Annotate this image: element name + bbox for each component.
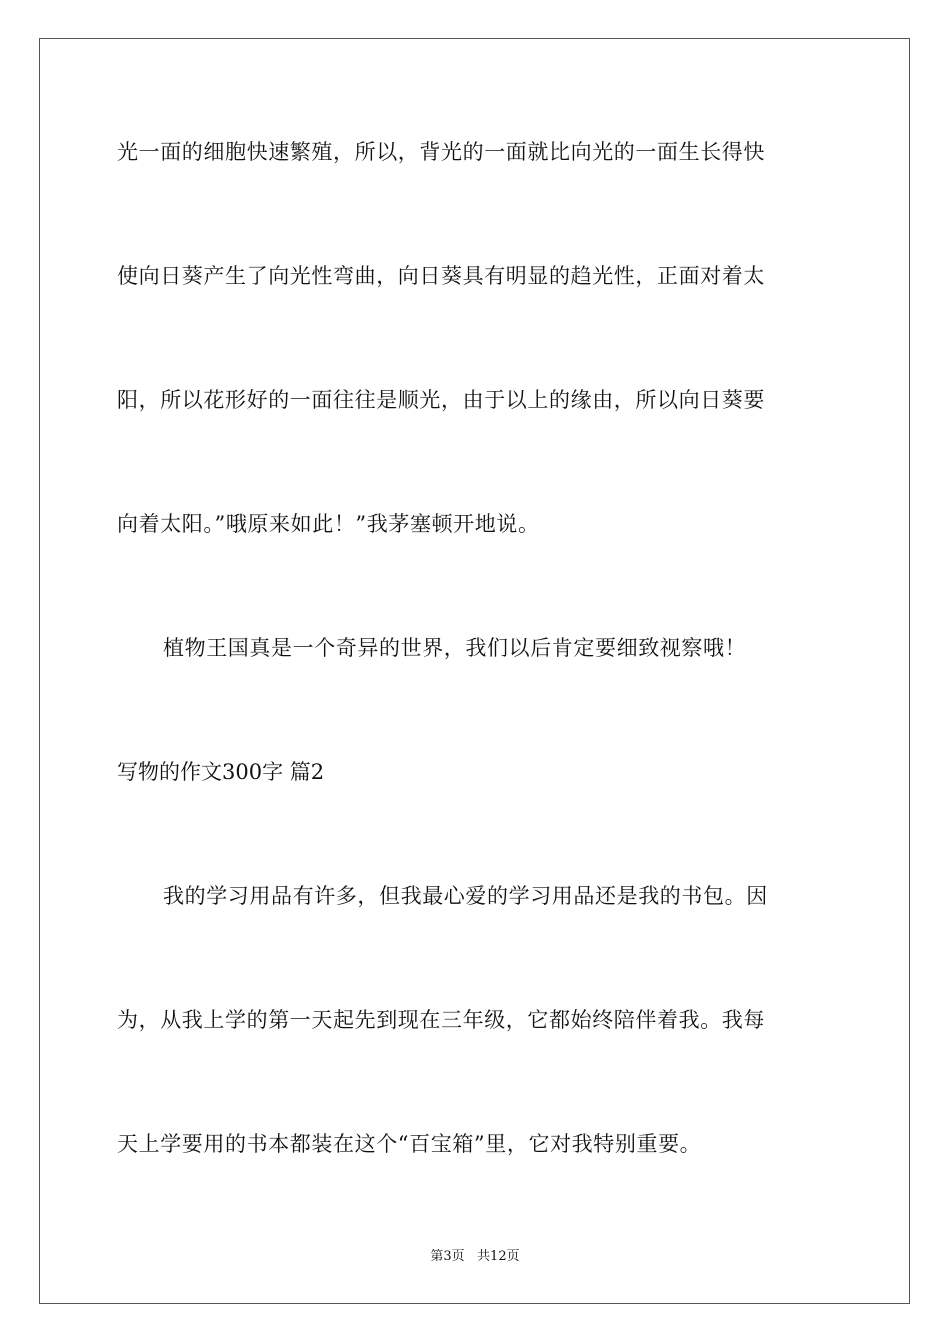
paragraph-line: 植物王国真是一个奇异的世界，我们以后肯定要细致视察哦！ bbox=[163, 636, 747, 660]
section-heading: 写物的作文300字 篇2 bbox=[117, 760, 325, 784]
paragraph-line: 天上学要用的书本都装在这个“百宝箱”里，它对我特别重要。 bbox=[117, 1132, 702, 1156]
page-footer: 第3页 共12页 bbox=[430, 1249, 520, 1264]
paragraph-line: 我的学习用品有许多，但我最心爱的学习用品还是我的书包。因 bbox=[163, 884, 768, 908]
paragraph-line: 光一面的细胞快速繁殖，所以，背光的一面就比向光的一面生长得快 bbox=[117, 140, 765, 164]
page-border bbox=[39, 38, 910, 1304]
paragraph-line: 向着太阳。”哦原来如此！”我茅塞顿开地说。 bbox=[117, 512, 540, 536]
paragraph-line: 为，从我上学的第一天起先到现在三年级，它都始终陪伴着我。我每 bbox=[117, 1008, 765, 1032]
paragraph-line: 阳，所以花形好的一面往往是顺光，由于以上的缘由，所以向日葵要 bbox=[117, 388, 765, 412]
paragraph-line: 使向日葵产生了向光性弯曲，向日葵具有明显的趋光性，正面对着太 bbox=[117, 264, 765, 288]
